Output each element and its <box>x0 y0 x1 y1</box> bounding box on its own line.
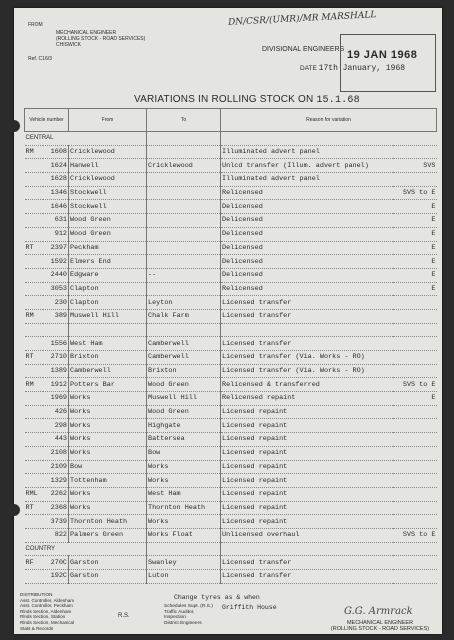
reason-cell: Licensed repaint <box>221 487 393 501</box>
reason-cell: Licensed repaint <box>221 419 393 433</box>
code-cell <box>393 542 437 556</box>
table-row <box>25 487 437 501</box>
code-cell <box>393 309 437 323</box>
vehicle-prefix <box>25 419 43 433</box>
table-row <box>25 268 437 282</box>
code-cell <box>393 173 437 187</box>
reason-cell: Illuminated advert panel <box>221 145 393 159</box>
from-cell: Potters Bar <box>69 378 147 392</box>
table-row <box>25 474 437 488</box>
to-cell: Works <box>147 474 221 488</box>
table-row <box>25 351 437 365</box>
vehicle-prefix <box>25 173 43 187</box>
vehicle-prefix <box>25 255 43 269</box>
vehicle-prefix <box>25 323 43 337</box>
punch-hole <box>8 120 20 132</box>
from-cell: Wood Green <box>69 227 147 241</box>
to-cell <box>147 255 221 269</box>
to-cell <box>147 214 221 228</box>
from-cell: Peckham <box>69 241 147 255</box>
from-box <box>28 22 178 62</box>
vehicle-number: 298 <box>43 419 69 433</box>
vehicle-prefix <box>25 392 43 406</box>
vehicle-number: 192C <box>43 570 69 584</box>
code-cell <box>393 474 437 488</box>
from-line: CHISWICK <box>56 42 81 48</box>
from-cell: West Ham <box>69 337 147 351</box>
vehicle-prefix <box>25 227 43 241</box>
reason-cell: Delicensed <box>221 200 393 214</box>
table-row <box>25 145 437 159</box>
table-row <box>25 446 437 460</box>
to-cell <box>147 145 221 159</box>
table-row <box>25 528 437 542</box>
reason-cell: Delicensed <box>221 268 393 282</box>
vehicle-prefix: RML <box>25 487 43 501</box>
table-row <box>25 337 437 351</box>
from-cell: Stockwell <box>69 200 147 214</box>
reason-cell: Licensed transfer <box>221 570 393 584</box>
to-cell: Battersea <box>147 433 221 447</box>
to-cell: Leyton <box>147 296 221 310</box>
from-cell: Wood Green <box>69 214 147 228</box>
to-cell: Swanley <box>147 556 221 570</box>
to-cell: Highgate <box>147 419 221 433</box>
from-cell: Garston <box>69 556 147 570</box>
to-cell: Brixton <box>147 364 221 378</box>
code-cell <box>393 487 437 501</box>
distribution-item: Asst. Controller, Aldenham <box>20 597 75 603</box>
table-row <box>25 501 437 515</box>
vehicle-number: 2397 <box>43 241 69 255</box>
vehicle-prefix: CENTRAL <box>25 132 69 146</box>
reason-cell: Licensed repaint <box>221 501 393 515</box>
title-date: 15.1.68 <box>316 95 360 106</box>
to-cell <box>147 542 221 556</box>
code-cell: E <box>393 392 437 406</box>
code-cell: SVS to E <box>393 528 437 542</box>
code-cell <box>393 132 437 146</box>
to-cell <box>147 200 221 214</box>
code-cell <box>393 145 437 159</box>
vehicle-number: 1389 <box>43 364 69 378</box>
to-cell: Works <box>147 460 221 474</box>
reason-cell: Licensed repaint <box>221 446 393 460</box>
date-value: 17th January, 1968 <box>318 64 406 73</box>
punch-hole <box>8 504 20 516</box>
signer-title <box>318 620 442 632</box>
from-cell: Camberwell <box>69 364 147 378</box>
reason-column-header: Reason for variation <box>221 109 437 132</box>
from-cell <box>69 323 147 337</box>
vehicle-number <box>43 323 69 337</box>
from-cell: Hanwell <box>69 159 147 173</box>
vehicle-number: 1646 <box>43 200 69 214</box>
table-row <box>25 227 437 241</box>
vehicle-prefix: RF <box>25 556 43 570</box>
vehicle-prefix <box>25 433 43 447</box>
from-cell: Brixton <box>69 351 147 365</box>
vehicle-prefix <box>25 337 43 351</box>
handwritten-note: Change tyres as & when <box>174 594 260 601</box>
section-row <box>25 132 437 146</box>
vehicle-prefix <box>25 296 43 310</box>
vehicle-number: 1912 <box>43 378 69 392</box>
reason-cell: Licensed transfer <box>221 337 393 351</box>
vehicle-number: 2368 <box>43 501 69 515</box>
vehicle-prefix: RT <box>25 501 43 515</box>
to-cell: Bow <box>147 446 221 460</box>
vehicle-number: 426 <box>43 405 69 419</box>
vehicle-prefix: RM <box>25 145 43 159</box>
code-cell <box>393 556 437 570</box>
to-cell <box>147 132 221 146</box>
reason-cell: Unlicensed overhaul <box>221 528 393 542</box>
to-cell: Camberwell <box>147 351 221 365</box>
to-label: DIVISIONAL ENGINEERS <box>262 46 345 53</box>
vehicle-prefix: COUNTRY <box>25 542 69 556</box>
table-row <box>25 515 437 529</box>
code-cell: SVS to E <box>393 186 437 200</box>
vehicle-number: 1628 <box>43 173 69 187</box>
table-row <box>25 570 437 584</box>
code-cell <box>393 351 437 365</box>
date-label: DATE <box>300 65 317 72</box>
vehicle-number: 2440 <box>43 268 69 282</box>
to-cell: Works <box>147 515 221 529</box>
from-lines <box>56 30 178 48</box>
table-row <box>25 186 437 200</box>
from-cell: Works <box>69 446 147 460</box>
code-cell <box>393 460 437 474</box>
vehicle-prefix <box>25 446 43 460</box>
from-cell: Tottenham <box>69 474 147 488</box>
from-cell <box>69 542 147 556</box>
cc-item: Schedules Supt. (R.S.) <box>164 604 213 609</box>
from-cell: Garston <box>69 570 147 584</box>
reason-cell: Licensed repaint <box>221 474 393 488</box>
table-row <box>25 255 437 269</box>
vehicle-number: 3053 <box>43 282 69 296</box>
vehicle-prefix <box>25 214 43 228</box>
vehicle-number: 1608 <box>43 145 69 159</box>
code-cell: SVS to E <box>393 378 437 392</box>
cc-item: Inspection <box>164 615 186 621</box>
table-row <box>25 556 437 570</box>
to-cell <box>147 241 221 255</box>
from-cell: Works <box>69 419 147 433</box>
signature: G.G. Armrack <box>344 606 413 617</box>
from-cell: Works <box>69 487 147 501</box>
vehicle-number: 389 <box>43 309 69 323</box>
vehicle-prefix: RT <box>25 241 43 255</box>
vehicle-prefix <box>25 515 43 529</box>
code-cell <box>393 337 437 351</box>
vehicle-number: 912 <box>43 227 69 241</box>
code-cell: E <box>393 227 437 241</box>
code-cell <box>393 446 437 460</box>
vehicle-prefix <box>25 460 43 474</box>
vehicle-number: 631 <box>43 214 69 228</box>
reason-cell: Relicensed & transferred <box>221 378 393 392</box>
place: Griffith House <box>222 604 277 611</box>
reason-cell: Licensed transfer <box>221 309 393 323</box>
vehicle-number: 2108 <box>43 446 69 460</box>
variations-table <box>24 108 436 581</box>
to-cell <box>147 173 221 187</box>
code-cell <box>393 570 437 584</box>
from-cell: Clapton <box>69 296 147 310</box>
reason-cell: Delicensed <box>221 255 393 269</box>
vehicle-prefix <box>25 186 43 200</box>
to-cell: Muswell Hill <box>147 392 221 406</box>
to-cell: Cricklewood <box>147 159 221 173</box>
to-column-header: To <box>147 109 221 132</box>
to-cell: -- <box>147 268 221 282</box>
stamp-date: 19 JAN 1968 <box>347 49 418 61</box>
vehicle-prefix <box>25 364 43 378</box>
signer-line: MECHANICAL ENGINEER <box>346 620 414 626</box>
cc-item: District Engineers <box>164 620 202 626</box>
vehicle-number: 1969 <box>43 392 69 406</box>
reason-cell: Delicensed <box>221 227 393 241</box>
table-row <box>25 419 437 433</box>
to-cell: Wood Green <box>147 405 221 419</box>
table-row <box>25 433 437 447</box>
distribution-list <box>20 592 110 631</box>
table-row <box>25 405 437 419</box>
table-row <box>25 241 437 255</box>
table-row <box>25 364 437 378</box>
vehicle-prefix <box>25 405 43 419</box>
code-cell <box>393 296 437 310</box>
code-cell <box>393 433 437 447</box>
code-cell: E <box>393 241 437 255</box>
section-row <box>25 542 437 556</box>
from-cell: Palmers Green <box>69 528 147 542</box>
from-line: MECHANICAL ENGINEER <box>56 30 117 36</box>
distribution-item: Rlnds Section, Aldenham <box>20 608 72 614</box>
code-cell: E <box>393 268 437 282</box>
from-cell: Works <box>69 405 147 419</box>
from-column-header: From <box>69 109 147 132</box>
code-cell <box>393 405 437 419</box>
to-cell: Luton <box>147 570 221 584</box>
vehicle-number: 230 <box>43 296 69 310</box>
vehicle-number: 2109 <box>43 460 69 474</box>
reference: Ref. C16/3 <box>28 56 52 62</box>
vehicle-prefix: RM <box>25 309 43 323</box>
vehicle-number: 3739 <box>43 515 69 529</box>
reason-cell: Licensed transfer <box>221 556 393 570</box>
received-stamp <box>340 34 436 92</box>
from-cell: Cricklewood <box>69 145 147 159</box>
reason-cell <box>221 132 393 146</box>
from-cell: Clapton <box>69 282 147 296</box>
vehicle-prefix <box>25 159 43 173</box>
vehicle-number: 822 <box>43 528 69 542</box>
to-cell: Works Float <box>147 528 221 542</box>
vehicle-number: 1346 <box>43 186 69 200</box>
table-row <box>25 323 437 337</box>
code-cell: SVS <box>393 159 437 173</box>
from-cell: Muswell Hill <box>69 309 147 323</box>
from-label: FROM <box>28 22 43 28</box>
distribution-item: Rlnds Section, Mechanical <box>20 619 75 625</box>
vehicle-prefix <box>25 570 43 584</box>
signer-line: (ROLLING STOCK - ROAD SERVICES) <box>330 626 430 632</box>
code-cell <box>393 323 437 337</box>
vehicle-number: 270C <box>43 556 69 570</box>
table-row <box>25 282 437 296</box>
table-row <box>25 200 437 214</box>
to-cell: Camberwell <box>147 337 221 351</box>
vehicle-prefix: RM <box>25 378 43 392</box>
vehicle-number: 443 <box>43 433 69 447</box>
reason-cell: Relicensed <box>221 282 393 296</box>
from-cell: Elmers End <box>69 255 147 269</box>
to-cell: Thornton Heath <box>147 501 221 515</box>
reason-cell: Unlcd transfer (Illum. advert panel) <box>221 159 393 173</box>
to-cell: West Ham <box>147 487 221 501</box>
from-cell <box>69 132 147 146</box>
vehicle-number: 1624 <box>43 159 69 173</box>
reason-cell: Illuminated advert panel <box>221 173 393 187</box>
to-cell <box>147 227 221 241</box>
distribution-item: Rlnds Section, Station <box>20 614 66 620</box>
title-text: VARIATIONS IN ROLLING STOCK ON <box>134 94 314 105</box>
vehicle-prefix <box>25 268 43 282</box>
table-row <box>25 214 437 228</box>
from-cell: Works <box>69 433 147 447</box>
vehicle-prefix <box>25 200 43 214</box>
reason-cell <box>221 542 393 556</box>
to-cell <box>147 282 221 296</box>
table-row <box>25 309 437 323</box>
code-cell <box>393 364 437 378</box>
vehicle-column-header: Vehicle number <box>25 109 69 132</box>
cc-list <box>164 604 213 626</box>
vehicle-number: 1556 <box>43 337 69 351</box>
from-cell: Works <box>69 392 147 406</box>
table-row <box>25 460 437 474</box>
reason-cell: Licensed repaint <box>221 460 393 474</box>
vehicle-prefix <box>25 282 43 296</box>
from-line: (ROLLING STOCK - ROAD SERVICES) <box>56 36 146 42</box>
vehicle-number: 1592 <box>43 255 69 269</box>
to-cell: Chalk Farm <box>147 309 221 323</box>
to-cell: Wood Green <box>147 378 221 392</box>
vehicle-number: 2710 <box>43 351 69 365</box>
table-row <box>25 173 437 187</box>
code-cell <box>393 419 437 433</box>
reason-cell: Delicensed <box>221 214 393 228</box>
code-cell <box>393 515 437 529</box>
from-cell: Cricklewood <box>69 173 147 187</box>
reason-cell: Licensed transfer <box>221 296 393 310</box>
vehicle-prefix: RT <box>25 351 43 365</box>
code-cell: E <box>393 200 437 214</box>
from-cell: Works <box>69 501 147 515</box>
reason-cell: Relicensed <box>221 186 393 200</box>
vehicle-prefix <box>25 528 43 542</box>
table-header <box>25 109 437 132</box>
reason-cell: Licensed transfer (Via. Works - RO) <box>221 351 393 365</box>
reason-cell: Licensed transfer (Via. Works - RO) <box>221 364 393 378</box>
page-title <box>134 94 360 106</box>
cc-item: Traffic Auditor, <box>164 609 195 615</box>
reason-cell <box>221 323 393 337</box>
memo-sheet <box>14 8 442 634</box>
distribution-item: Asst. Controller, Peckham <box>20 603 73 609</box>
reason-cell: Licensed repaint <box>221 405 393 419</box>
reason-cell: Relicensed repaint <box>221 392 393 406</box>
table-row <box>25 159 437 173</box>
vehicle-number: 1329 <box>43 474 69 488</box>
code-cell <box>393 501 437 515</box>
code-cell: E <box>393 214 437 228</box>
code-cell: E <box>393 255 437 269</box>
reason-cell: Licensed repaint <box>221 433 393 447</box>
vehicle-prefix <box>25 474 43 488</box>
initials: R.S. <box>118 613 130 619</box>
from-cell: Bow <box>69 460 147 474</box>
distribution-item: Stats & Records <box>20 625 54 631</box>
reason-cell: Delicensed <box>221 241 393 255</box>
to-cell <box>147 186 221 200</box>
from-cell: Stockwell <box>69 186 147 200</box>
reason-cell: Licensed repaint <box>221 515 393 529</box>
from-cell: Thornton Heath <box>69 515 147 529</box>
to-cell <box>147 323 221 337</box>
vehicle-number: 2262 <box>43 487 69 501</box>
table-row <box>25 392 437 406</box>
table-row <box>25 378 437 392</box>
code-cell: E <box>393 282 437 296</box>
table-row <box>25 296 437 310</box>
from-cell: Edgware <box>69 268 147 282</box>
distribution-label: DISTRIBUTION <box>20 592 53 597</box>
handwritten-routing: DN/CSR/(UMR)/MR MARSHALL <box>227 10 377 28</box>
